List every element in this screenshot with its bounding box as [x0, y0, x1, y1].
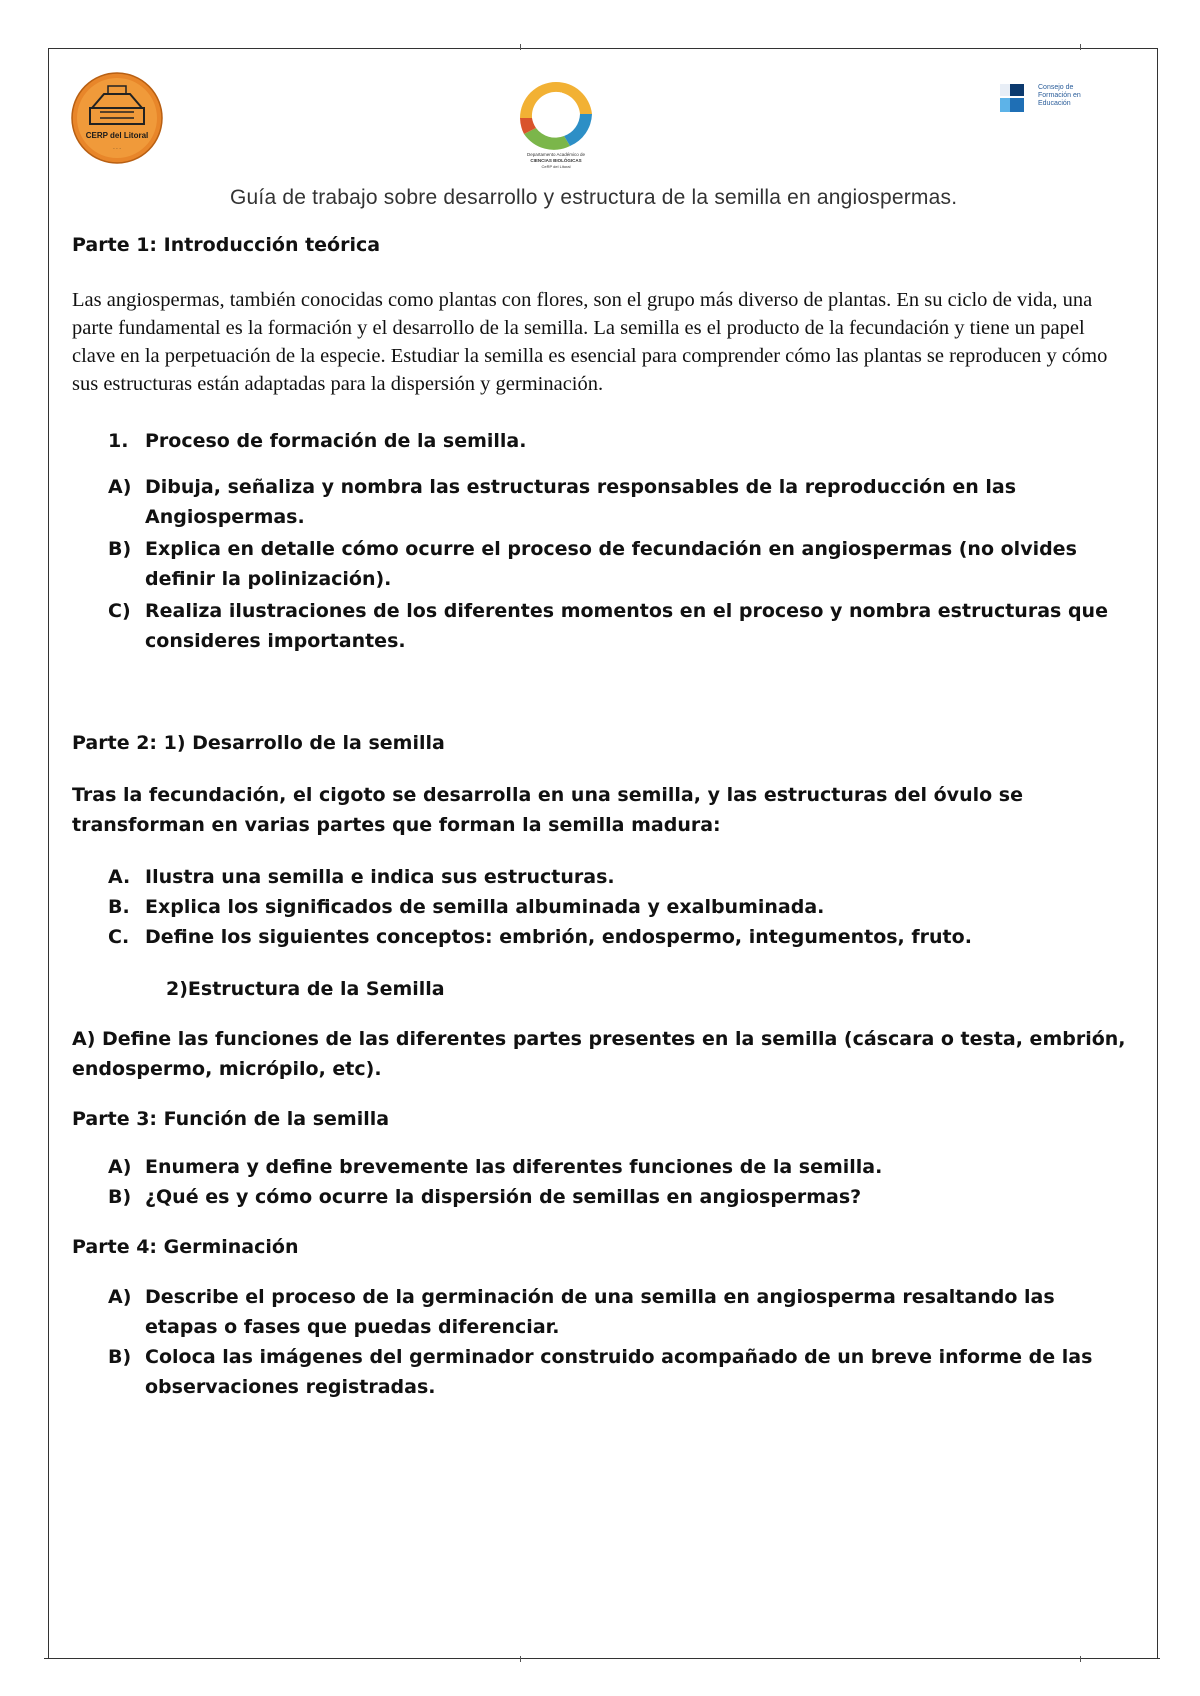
- list-item: [72, 1182, 1132, 1212]
- svg-text:Departamento Académico de: Departamento Académico de: [526, 152, 586, 157]
- list-marker: C): [108, 600, 131, 622]
- list-marker: B): [108, 1346, 132, 1368]
- svg-text:CERP del Litoral: CERP del Litoral: [85, 131, 149, 140]
- list-marker: A): [108, 476, 132, 498]
- biology-department-logo: [510, 74, 602, 170]
- list-item: [72, 922, 1132, 952]
- list-item-text: Ilustra una semilla e indica sus estructuras.: [145, 866, 615, 888]
- svg-text:· · ·: · · ·: [113, 146, 121, 152]
- list-item-text: Coloca las imágenes del germinador construido acompañado de un breve informe de las observaciones registradas.: [145, 1346, 1093, 1398]
- list-item: [72, 862, 1132, 892]
- tab-mark: [1080, 44, 1081, 50]
- document-title: Guía de trabajo sobre desarrollo y estructura de la semilla en angiospermas.: [230, 186, 958, 209]
- bottom-rule: [44, 1658, 1160, 1659]
- svg-text:CeRP del Litoral: CeRP del Litoral: [541, 164, 571, 169]
- parte1-subheading: [72, 424, 1132, 458]
- list-marker: B.: [108, 896, 130, 918]
- parte2-heading: Parte 2: 1) Desarrollo de la semilla: [72, 732, 445, 754]
- list-item: [72, 472, 1132, 532]
- parte2-intro: Tras la fecundación, el cigoto se desarrolla en una semilla, y las estructuras del óvulo se transforman en varias partes que forman la semilla madura:: [72, 784, 1023, 836]
- document-body: [72, 234, 1132, 1402]
- list-marker: A): [108, 1156, 132, 1178]
- list-marker: A): [108, 1286, 132, 1308]
- list-item: [72, 1152, 1132, 1182]
- tab-mark: [520, 1656, 521, 1662]
- list-item-text: Enumera y define brevemente las diferentes funciones de la semilla.: [145, 1156, 883, 1178]
- tab-mark: [520, 44, 521, 50]
- list-item-text: Describe el proceso de la germinación de una semilla en angiosperma resaltando las etapas o fases que puedas diferenciar.: [145, 1286, 1055, 1338]
- list-item-text: Dibuja, señaliza y nombra las estructuras responsables de la reproducción en las Angiospermas.: [145, 476, 1017, 528]
- subheading-text: Proceso de formación de la semilla.: [145, 430, 527, 452]
- svg-text:CIENCIAS BIOLÓGICAS: CIENCIAS BIOLÓGICAS: [530, 158, 582, 163]
- list-item: [72, 1342, 1132, 1402]
- list-marker: 1.: [108, 430, 129, 452]
- tab-mark: [1080, 1656, 1081, 1662]
- list-item-text: Explica los significados de semilla albuminada y exalbuminada.: [145, 896, 825, 918]
- list-marker: A.: [108, 866, 131, 888]
- list-item-text: ¿Qué es y cómo ocurre la dispersión de semillas en angiospermas?: [145, 1186, 862, 1208]
- list-marker: C.: [108, 926, 130, 948]
- list-item: [72, 892, 1132, 922]
- parte1-intro: Las angiospermas, también conocidas como plantas con flores, son el grupo más diverso de plantas. En su ciclo de vida, una parte fundamental es la formación y el desarrollo de la semilla. La semilla es el producto de la fecundación y tiene un papel clave en la perpetuación de la especie. Estudiar la semilla es esencial para comprender cómo las plantas se reproducen y cómo sus estructuras están adaptadas para la dispersión y germinación.: [72, 289, 1108, 395]
- list-marker: B): [108, 1186, 132, 1208]
- parte2-subheading: 2)Estructura de la Semilla: [166, 978, 445, 1000]
- parte3-heading: Parte 3: Función de la semilla: [72, 1108, 390, 1130]
- cerp-logo: [70, 72, 164, 164]
- parte2-question-a: A) Define las funciones de las diferentes partes presentes en la semilla (cáscara o testa, embrión, endospermo, micrópilo, etc).: [72, 1028, 1126, 1080]
- parte1-heading: Parte 1: Introducción teórica: [72, 234, 381, 256]
- list-item: [72, 1282, 1132, 1342]
- list-item-text: Explica en detalle cómo ocurre el proceso de fecundación en angiospermas (no olvides definir la polinización).: [145, 538, 1077, 590]
- list-item-text: Realiza ilustraciones de los diferentes momentos en el proceso y nombra estructuras que consideres importantes.: [145, 600, 1108, 652]
- list-item: [72, 534, 1132, 594]
- list-item-text: Define los siguientes conceptos: embrión, endospermo, integumentos, fruto.: [145, 926, 972, 948]
- parte4-heading: Parte 4: Germinación: [72, 1236, 299, 1258]
- list-item: [72, 596, 1132, 656]
- cfe-logo: [1000, 84, 1096, 116]
- list-marker: B): [108, 538, 132, 560]
- cfe-logo-text: Consejo de Formación en Educación: [1038, 84, 1081, 107]
